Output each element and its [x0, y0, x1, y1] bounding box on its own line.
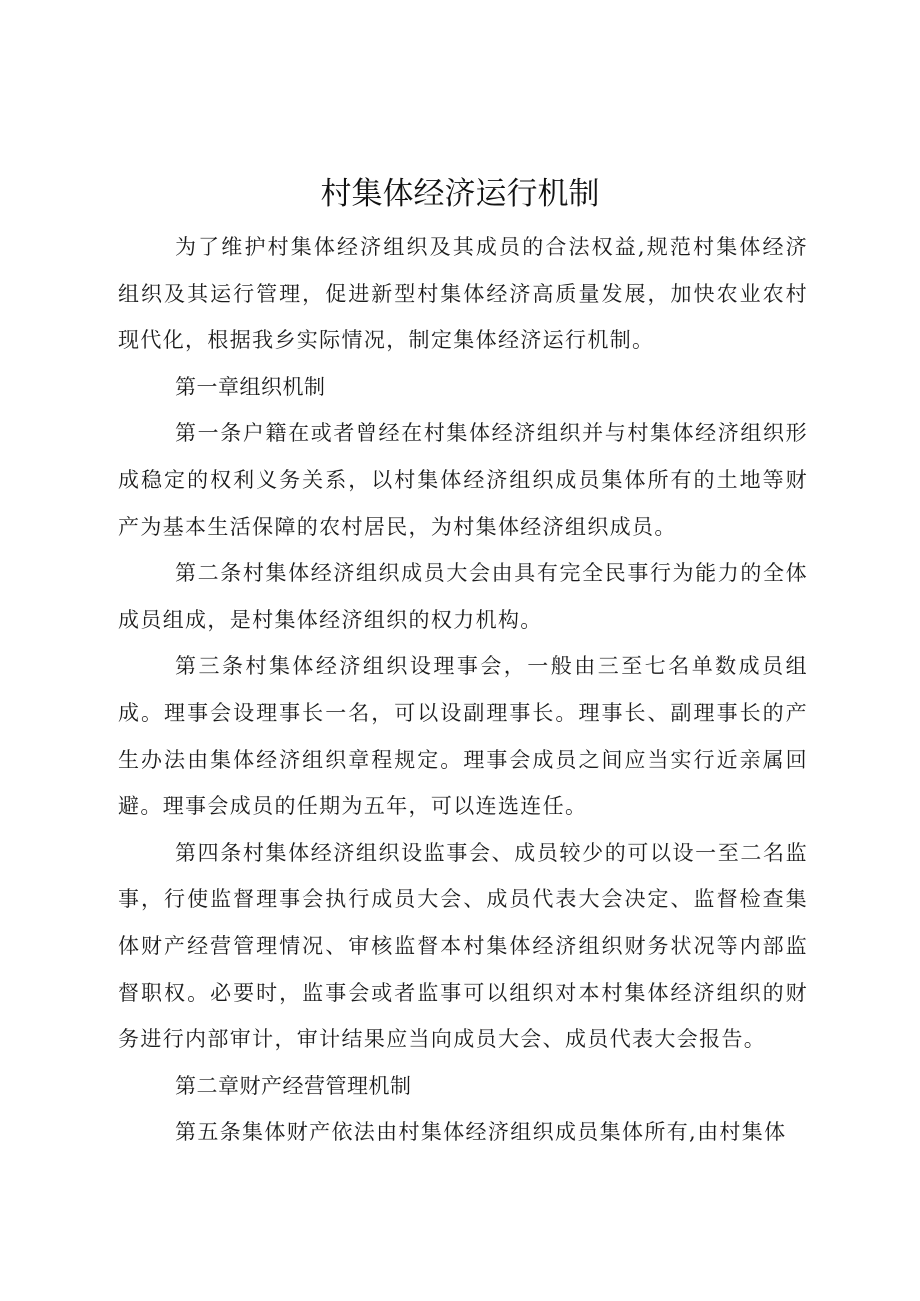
- article-paragraph: 第五条集体财产依法由村集体经济组织成员集体所有,由村集体: [175, 1120, 787, 1145]
- article-paragraph: 第一条户籍在或者曾经在村集体经济组织并与村集体经济组织形成稳定的权利义务关系，以村集体经济组织成员集体所有的土地等财产为基本生活保障的农村居民，为村集体经济组织成员。: [118, 421, 808, 539]
- article-paragraph: 第四条村集体经济组织设监事会、成员较少的可以设一至二名监事，行使监督理事会执行成员大会、成员代表大会决定、监督检查集体财产经营管理情况、审核监督本村集体经济组织财务状况等内部监督职权。必要时，监事会或者监事可以组织对本村集体经济组织的财务进行内部审计，审计结果应当向成员大会、成员代表大会报告。: [118, 840, 808, 1052]
- intro-paragraph: 为了维护村集体经济组织及其成员的合法权益,规范村集体经济组织及其运行管理，促进新型村集体经济高质量发展，加快农业农村现代化，根据我乡实际情况，制定集体经济运行机制。: [118, 235, 808, 353]
- chapter-heading: 第二章财产经营管理机制: [175, 1073, 412, 1098]
- document-body: [118, 224, 808, 1156]
- article-paragraph: 第三条村集体经济组织设理事会，一般由三至七名单数成员组成。理事会设理事长一名，可以设副理事长。理事长、副理事长的产生办法由集体经济组织章程规定。理事会成员之间应当实行近亲属回避。理事会成员的任期为五年，可以连选连任。: [118, 654, 808, 819]
- article-paragraph: 第二条村集体经济组织成员大会由具有完全民事行为能力的全体成员组成，是村集体经济组织的权力机构。: [118, 561, 808, 632]
- chapter-heading: 第一章组织机制: [175, 374, 326, 399]
- document-title: 村集体经济运行机制: [320, 176, 600, 212]
